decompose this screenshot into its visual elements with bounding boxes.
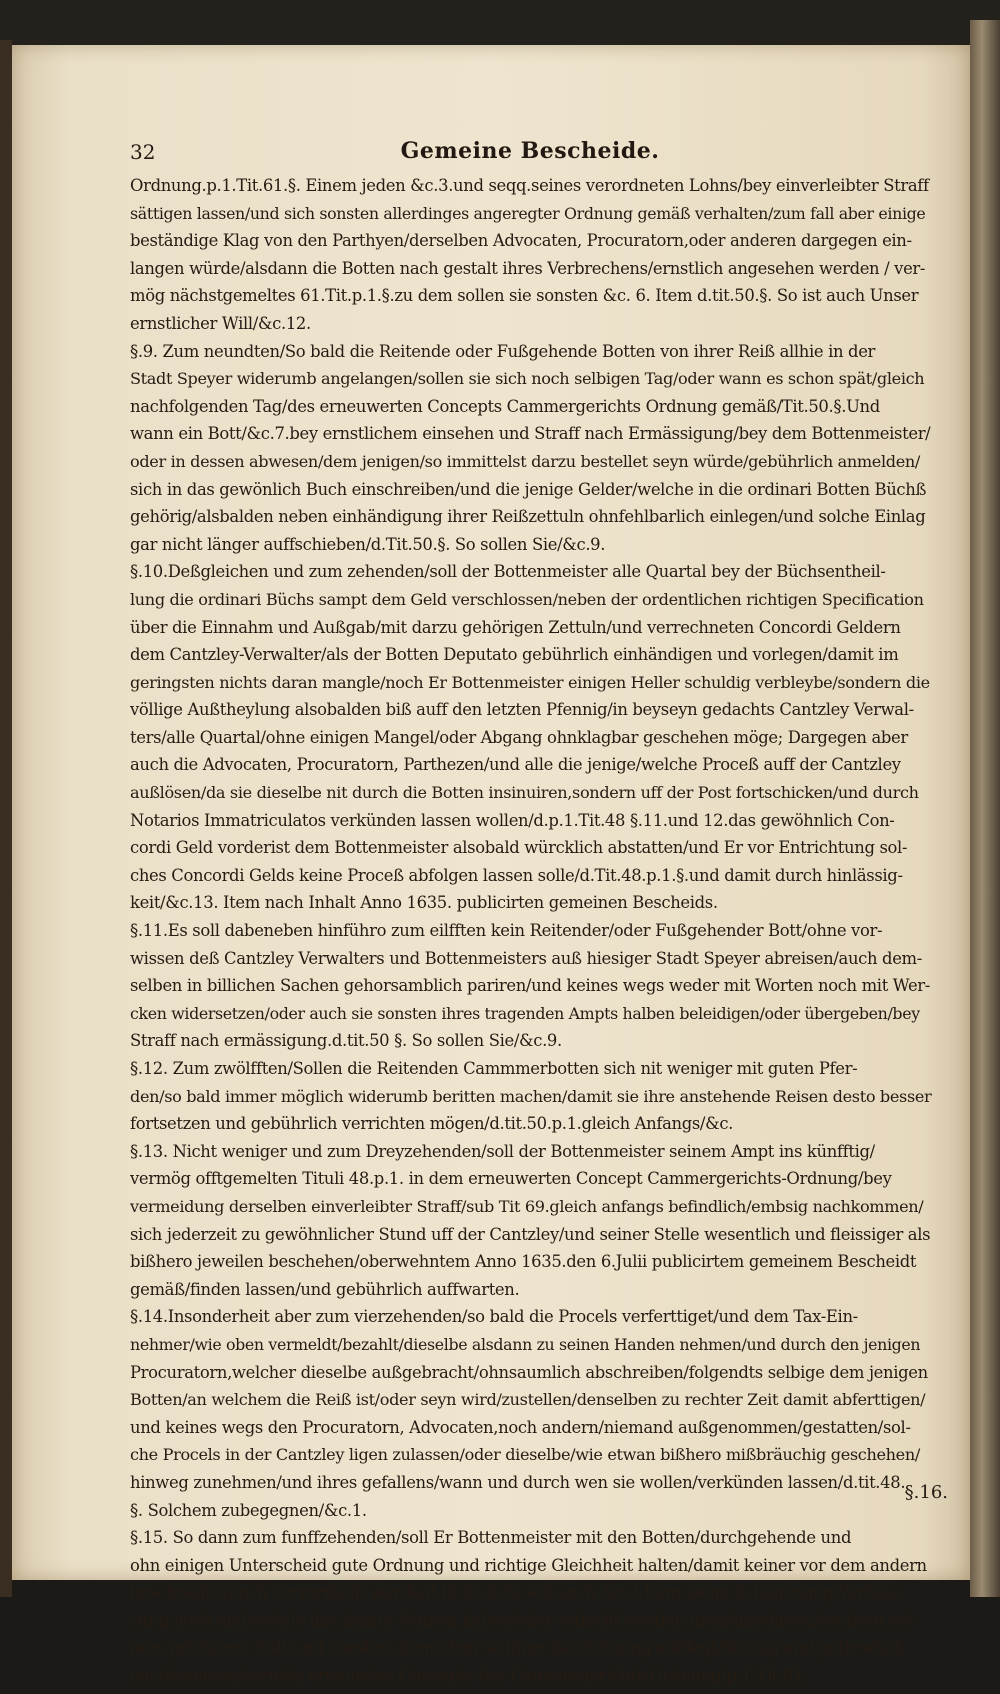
text-line: gar nicht länger auffschieben/d.Tit.50.§. So sollen Sie/&c.9. [130,534,606,554]
text-line: wann ein Bott/&c.7.bey ernstlichem einsehen und Straff nach Ermässigung/bey dem Bottenmeister/ [130,424,931,444]
text-line: auch die Advocaten, Procuratorn, Parthezen/und alle die jenige/welche Proceß auff der Cantzley [130,755,901,775]
text-line: Stadt Speyer widerumb angelangen/sollen sie sich noch selbigen Tag/oder wann es schon spät/gleich [130,369,925,389]
text-line: vermeidung derselben einverleibter Straff/sub Tit 69.gleich anfangs befindlich/embsig nachkommen/ [130,1196,924,1216]
page-header [130,136,930,172]
text-line: §.15. So dann zum funffzehenden/soll Er Bottenmeister mit den Botten/durchgehende und [130,1528,852,1548]
text-line: selben in billichen Sachen gehorsamblich pariren/und keines wegs weder mit Worten noch mit Wer- [130,976,930,996]
text-line: §.12. Zum zwölfften/Sollen die Reitenden Cammmerbotten sich nit weniger mit guten Pfer- [130,1059,858,1078]
text-line: langen würde/alsdann die Botten nach gestalt ihres Verbrechens/ernstlich angesehen werden / ver- [130,258,926,278]
text-line: lung die ordinari Büchs sampt dem Geld verschlossen/neben der ordentlichen richtigen Specification [130,589,924,609]
text-line: sich in das gewönlich Buch einschreiben/und die jenige Gelder/welche in die ordinari Botten Büchß [130,479,927,499]
text-line: sich jederzeit zu gewöhnlicher Stund uff der Cantzley/und seiner Stelle wesentlich und fleissiger als [130,1224,931,1244]
text-line: Ordnung.p.1.Tit.61.§. Einem jeden &c.3.und seqq.seines verordneten Lohns/bey einverleibter Straff [130,176,929,195]
text-line: cordi Geld vorderist dem Bottenmeister alsobald würcklich abstatten/und Er vor Entrichtung sol- [130,838,908,858]
text-line: nachkommen/vermög erneuwten Concepts der Cammergerichts-Ordnung/p.1.Tit.81. [130,1666,808,1686]
text-line: ernstlicher Will/&c.12. [130,313,311,333]
text-line: keit/&c.13. Item nach Inhalt Anno 1635. publicirten gemeinen Bescheids. [130,893,718,913]
body-text [130,176,932,1694]
text-line: und keines wegs den Procuratorn, Advocaten,noch andern/niemand außgenommen/gestatten/sol- [130,1417,911,1437]
book-page-stack-edge [970,20,1000,1597]
text-line: Botten/an welchem die Reiß ist/oder seyn wird/zustellen/denselben zu rechter Zeit damit abferttigen/ [130,1390,926,1410]
text-line: beschwehrt/noch vervortheilt werde/d.tit 48.§.Es soll auch &c.2.Item keine Schäncnung/Verheis- [130,1583,903,1603]
text-line: nehmer/wie oben vermeldt/bezahlt/dieselbe alsdann zu seinen Handen nehmen/und durch den jenigen [130,1334,921,1354]
text-line: §.11.Es soll dabeneben hinführo zum eilfften kein Reitender/oder Fußgehender Bott/ohne vor- [130,921,883,941]
text-line: den/so bald immer möglich widerumb beritten machen/damit sie ihre anstehende Reisen desto besser [130,1086,932,1106]
text-line: ches Concordi Gelds keine Proceß abfolgen lassen solle/d.Tit.48.p.1.§.und damit durch hinlässig- [130,865,903,885]
text-line: nem geleistem Aydt/und sonsten allem dem so ihme die Ordnung aufflegt/fleissig und getrewlich [130,1638,905,1658]
text-line: hinweg zunehmen/und ihres gefallens/wann und durch wen sie wollen/verkünden lassen/d.tit.48. [130,1472,906,1492]
text-line: wissen deß Cantzley Verwalters und Bottenmeisters auß hiesiger Stadt Speyer abreisen/auch dem- [130,948,922,968]
text-line: §.10.Deßgleichen und zum zehenden/soll der Bottenmeister alle Quartal bey der Büchsentheil- [130,562,886,582]
text-line: che Procels in der Cantzley ligen zulassen/oder dieselbe/wie etwan bißhero mißbräuchig geschehen/ [130,1445,920,1465]
text-line: sung noch anders/wie das immer Namen haben/oder erdacht werden mag/annehmen/sondern sei- [130,1610,917,1630]
text-line: fortsetzen und gebührlich verrichten mögen/d.tit.50.p.1.gleich Anfangs/&c. [130,1114,734,1134]
text-line: §.9. Zum neundten/So bald die Reitende oder Fußgehende Botten von ihrer Reiß allhie in der [130,341,876,361]
text-line: sättigen lassen/und sich sonsten allerdinges angeregter Ordnung gemäß verhalten/zum fall aber einige [130,203,926,223]
text-line: nachfolgenden Tag/des erneuwerten Concepts Cammergerichts Ordnung gemäß/Tit.50.§.Und [130,396,880,416]
text-line: gehörig/alsbalden neben einhändigung ihrer Reißzettuln ohnfehlbarlich einlegen/und solche Einlag [130,507,926,527]
text-line: cken widersetzen/oder auch sie sonsten ihres tragenden Ampts halben beleidigen/oder übergeben/bey [130,1003,920,1023]
text-line: beständige Klag von den Parthyen/derselben Advocaten, Procuratorn,oder anderen dargegen ein- [130,231,912,251]
text-line: über die Einnahm und Außgab/mit darzu gehörigen Zettuln/und verrechneten Concordi Geldern [130,617,901,637]
text-line: ters/alle Quartal/ohne einigen Mangel/oder Abgang ohnklagbar geschehen möge; Dargegen aber [130,727,908,747]
catchword: §.16. [904,1482,948,1503]
text-line: dem Cantzley-Verwalter/als der Botten Deputato gebührlich einhändigen und vorlegen/damit im [130,645,899,665]
page-number: 32 [130,140,156,164]
text-line: gemäß/finden lassen/und gebührlich auffwarten. [130,1279,520,1299]
text-line: bißhero jeweilen beschehen/oberwehntem Anno 1635.den 6.Julii publicirtem gemeinem Bescheidt [130,1252,917,1272]
text-line: ohn einigen Unterscheid gute Ordnung und richtige Gleichheit halten/damit keiner vor dem andern [130,1555,927,1575]
text-line: §. Solchem zubegegnen/&c.1. [130,1500,367,1520]
text-line: oder in dessen abwesen/dem jenigen/so immittelst darzu bestellet seyn würde/gebührlich anmelden/ [130,451,920,471]
text-line: §.13. Nicht weniger und zum Dreyzehenden/soll der Bottenmeister seinem Ampt ins künfftig/ [130,1141,875,1161]
text-line: geringsten nichts daran mangle/noch Er Bottenmeister einigen Heller schuldig verbleybe/sondern die [130,672,930,692]
scanner-left-edge [0,40,12,1597]
running-title: Gemeine Bescheide. [400,138,660,164]
text-line: außlösen/da sie dieselbe nit durch die Botten insinuiren,sondern uff der Post fortschicken/und durch [130,783,919,803]
text-line: Straff nach ermässigung.d.tit.50 §. So sollen Sie/&c.9. [130,1031,562,1051]
text-line: Procuratorn,welcher dieselbe außgebracht/ohnsaumlich abschreiben/folgendts selbige dem jenigen [130,1362,928,1382]
text-line: §.14.Insonderheit aber zum vierzehenden/so bald die Procels verferttiget/und dem Tax-Ein- [130,1307,858,1327]
text-line: völlige Außtheylung alsobalden biß auff den letzten Pfennig/in beyseyn gedachts Cantzley Verwal- [130,700,914,720]
text-line: Notarios Immatriculatos verkünden lassen wollen/d.p.1.Tit.48 §.11.und 12.das gewöhnlich Con- [130,810,895,830]
text-line: vermög offtgemelten Tituli 48.p.1. in dem erneuwerten Concept Cammergerichts-Ordnung/bey [130,1169,892,1189]
text-line: mög nächstgemeltes 61.Tit.p.1.§.zu dem sollen sie sonsten &c. 6. Item d.tit.50.§. So ist auch Unser [130,286,919,306]
